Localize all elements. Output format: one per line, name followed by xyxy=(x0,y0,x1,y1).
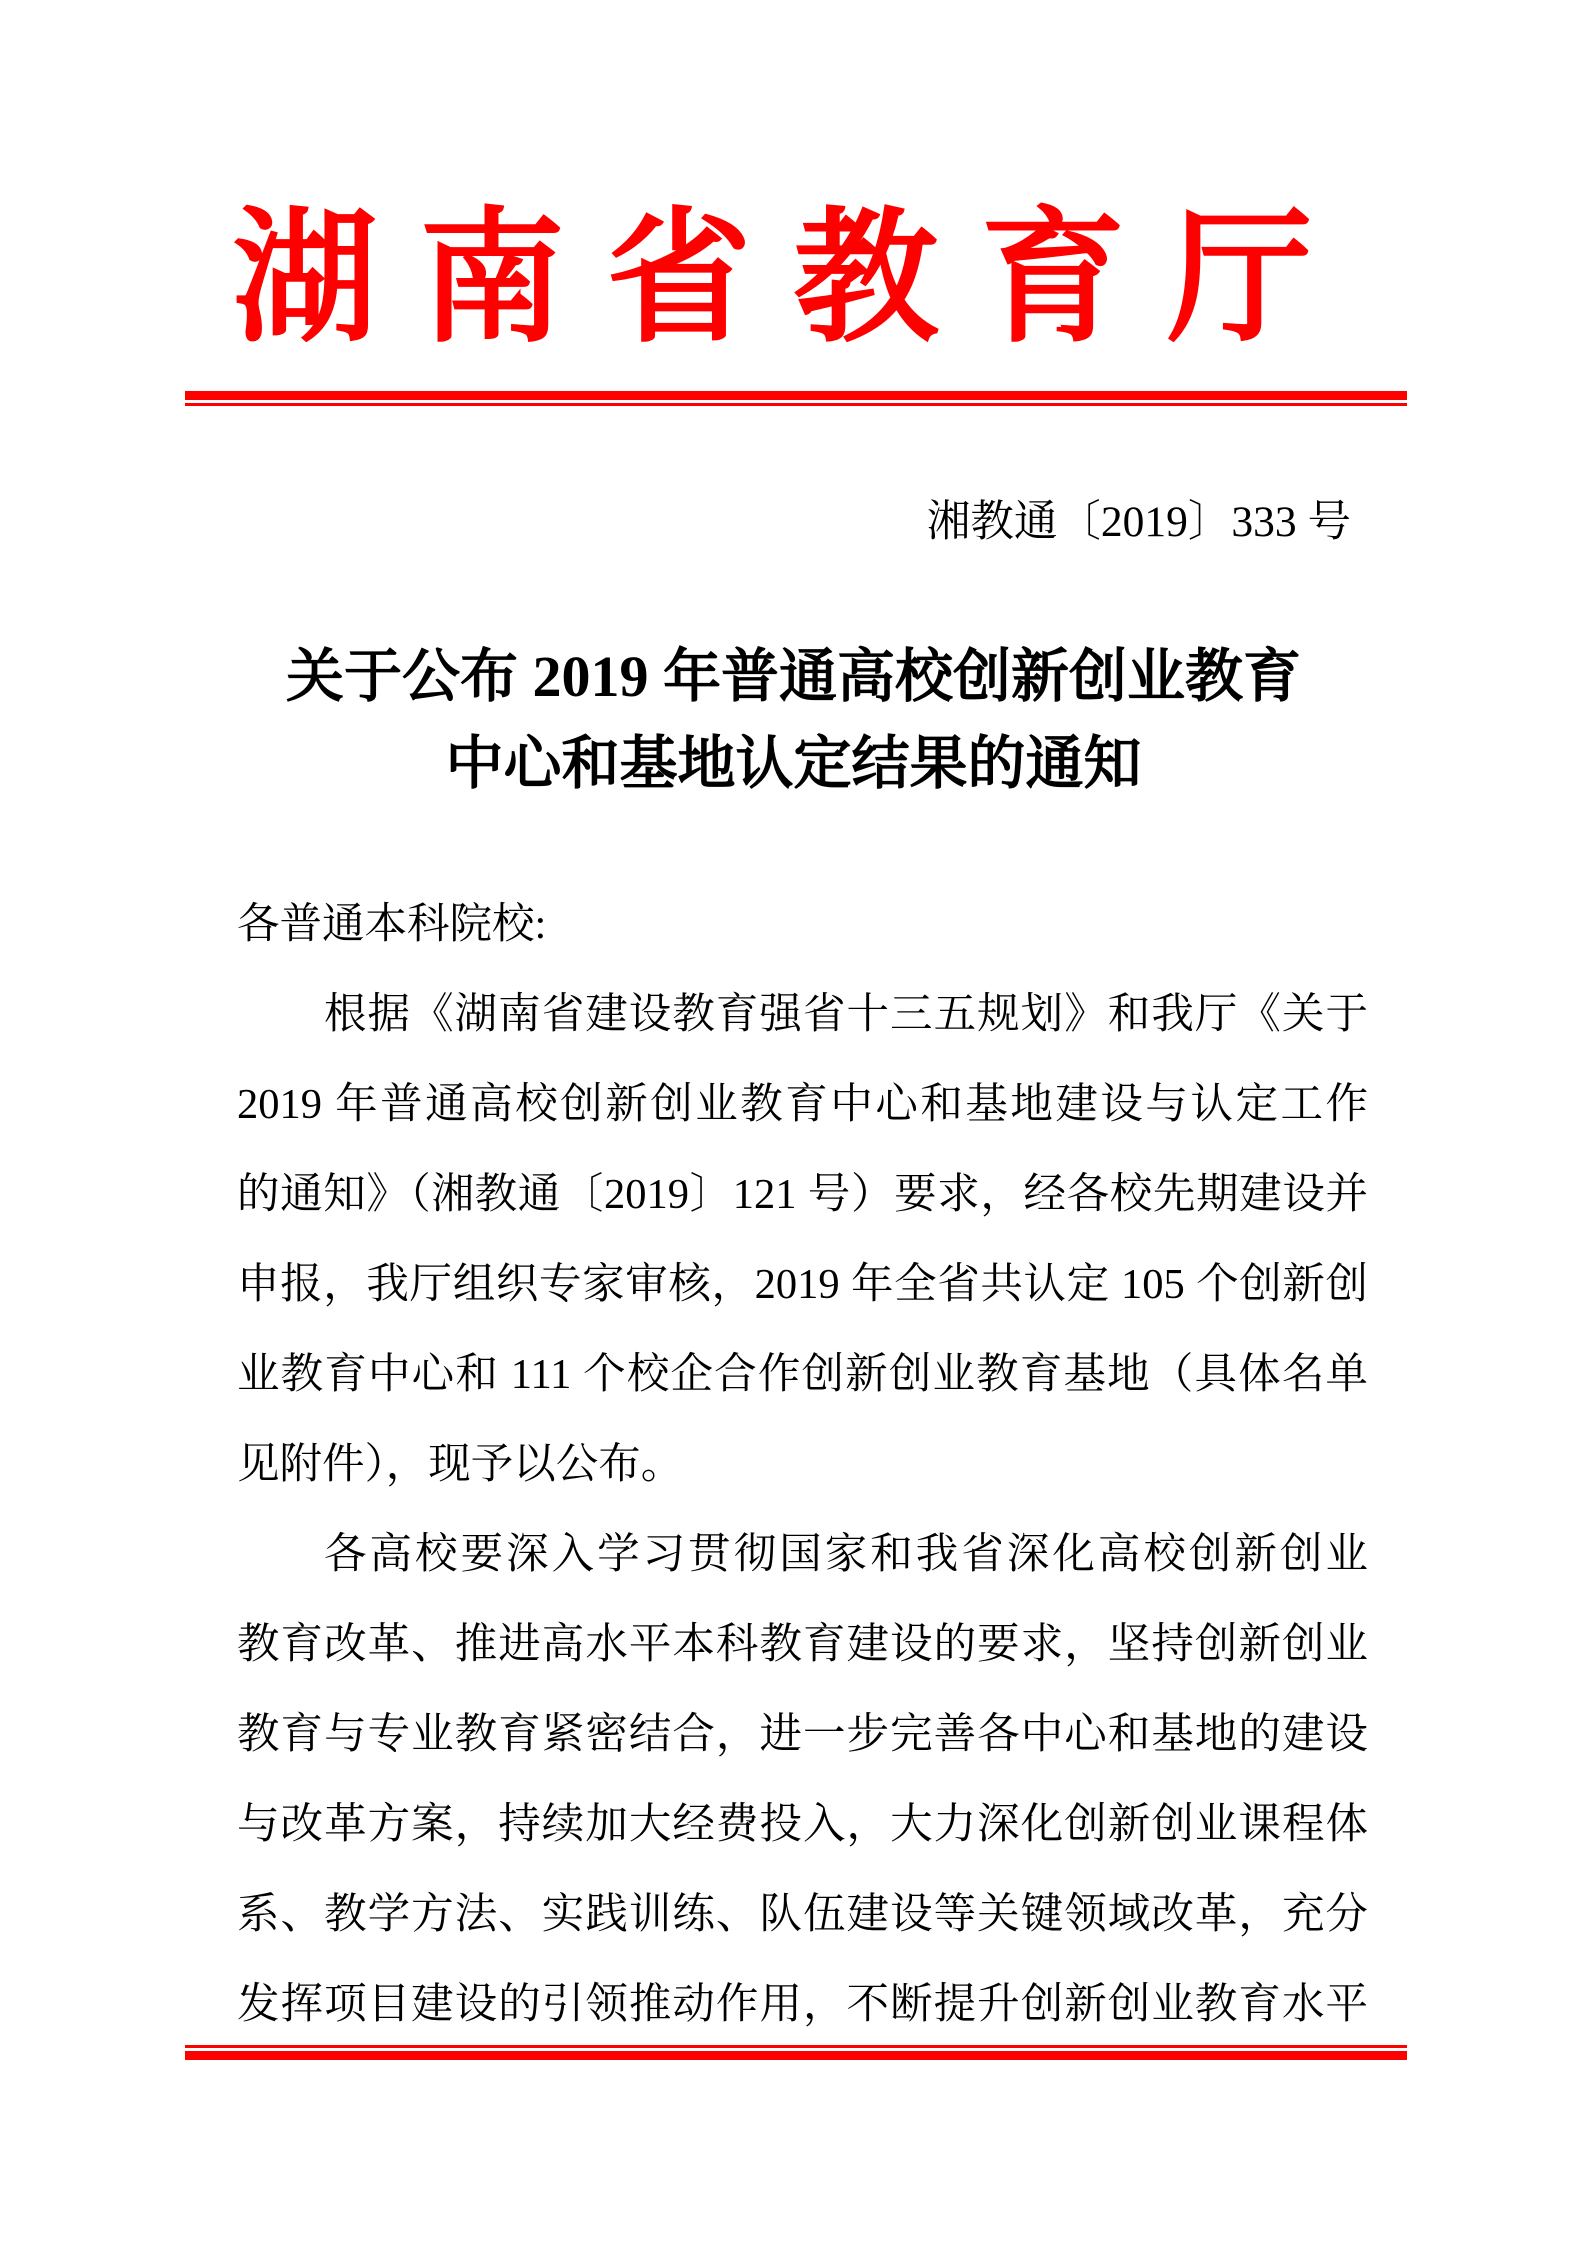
paragraph2-line: 系、教学方法、实践训练、队伍建设等关键领域改革，充分 xyxy=(237,1891,1368,1938)
red-separator-top xyxy=(185,391,1407,406)
red-separator-top-thick-line xyxy=(185,391,1407,400)
paragraph2-line: 发挥项目建设的引领推动作用，不断提升创新创业教育水平 xyxy=(237,1981,1368,2028)
red-separator-top-thin-line xyxy=(185,403,1407,406)
paragraph2-line: 教育与专业教育紧密结合，进一步完善各中心和基地的建设 xyxy=(237,1711,1368,1758)
paragraph1-line: 的通知》（湘教通〔2019〕121 号）要求，经各校先期建设并 xyxy=(237,1171,1368,1218)
document-title-line-1: 关于公布 2019 年普通高校创新创业教育 xyxy=(285,644,1301,709)
paragraph1-line: 申报，我厅组织专家审核，2019 年全省共认定 105 个创新创 xyxy=(237,1261,1368,1308)
letterhead-org-title: 湖南省教育厅 xyxy=(232,200,1355,360)
paragraph1-line: 见附件），现予以公布。 xyxy=(237,1441,684,1488)
red-separator-bottom xyxy=(185,2045,1407,2060)
red-separator-bottom-thick-line xyxy=(185,2051,1407,2060)
paragraph1-line: 根据《湖南省建设教育强省十三五规划》和我厅《关于 xyxy=(324,991,1368,1038)
salutation-line: 各普通本科院校: xyxy=(237,901,547,948)
document-body xyxy=(237,880,1368,2050)
document-title xyxy=(0,633,1587,807)
paragraph2-line: 各高校要深入学习贯彻国家和我省深化高校创新创业 xyxy=(324,1531,1368,1578)
paragraph1-line: 业教育中心和 111 个校企合作创新创业教育基地（具体名单 xyxy=(237,1351,1368,1398)
paragraph1-line: 2019 年普通高校创新创业教育中心和基地建设与认定工作 xyxy=(237,1081,1368,1128)
paragraph2-line: 教育改革、推进高水平本科教育建设的要求，坚持创新创业 xyxy=(237,1621,1368,1668)
paragraph2-line: 与改革方案，持续加大经费投入，大力深化创新创业课程体 xyxy=(237,1801,1368,1848)
document-title-line-2: 中心和基地认定结果的通知 xyxy=(445,731,1142,796)
document-reference-number: 湘教通〔2019〕333 号 xyxy=(926,498,1351,546)
